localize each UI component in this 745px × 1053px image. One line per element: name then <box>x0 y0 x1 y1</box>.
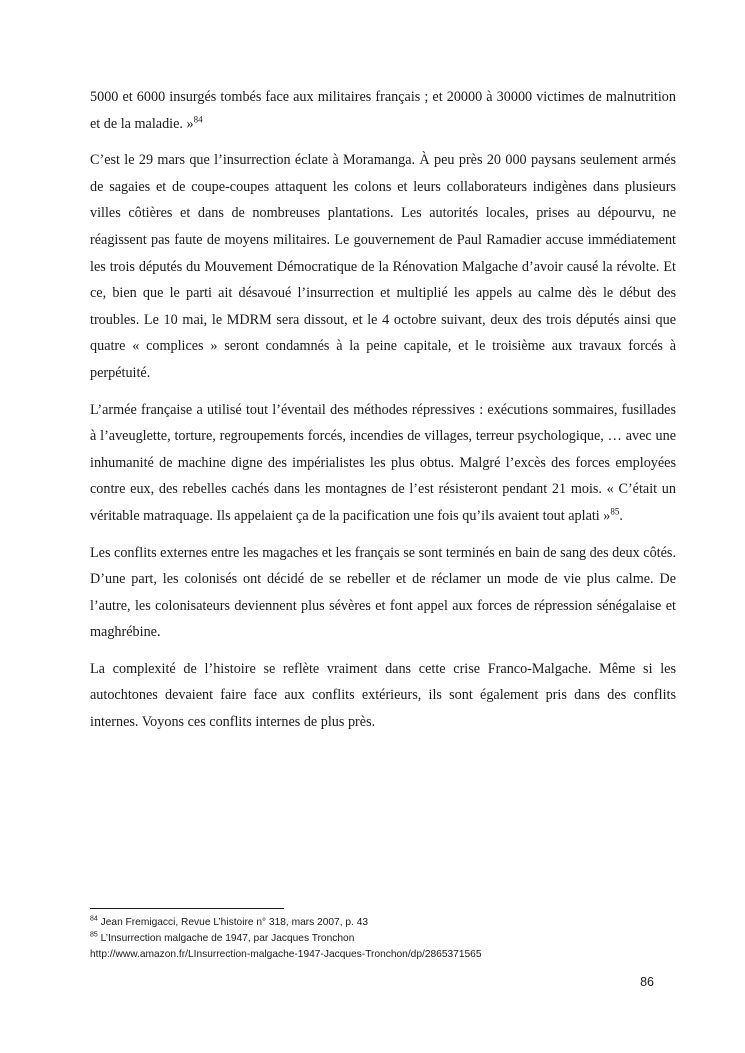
footnote-text: L’Insurrection malgache de 1947, par Jacques Tronchon <box>100 933 355 945</box>
footnote-reference[interactable]: 84 <box>193 113 203 124</box>
footnote-85 <box>90 931 680 947</box>
paragraph-text: 5000 et 6000 insurgés tombés face aux militaires français ; et 20000 à 30000 victimes de malnutrition et de la maladie. » <box>90 89 676 132</box>
footnote-85-url <box>90 947 680 963</box>
page-number: 86 <box>640 975 654 989</box>
paragraph-trailing-punctuation: . <box>619 507 623 524</box>
paragraph-text: C’est le 29 mars que l’insurrection éclate à Moramanga. À peu près 20 000 paysans seulement armés de sagaies et de coupe-coupes attaquent les colons et leurs collaborateurs indigènes dans plusieurs villes côtières et dans de nombreuses plantations. Les autorités locales, prises au dépourvu, ne réagissent pas faute de moyens militaires. Le gouvernement de Paul Ramadier accuse immédiatement les trois députés du Mouvement Démocratique de la Rénovation Malgache d’avoir causé la révolte. Et ce, bien que le parti ait désavoué l’insurrection et multiplié les appels au calme dès le début des troubles. Le 10 mai, le MDRM sera dissout, et le 4 octobre suivant, deux des trois députés ainsi que quatre « complices » seront condamnés à la peine capitale, et le troisième aux travaux forcés à perpétuité. <box>90 152 676 381</box>
footnote-84 <box>90 915 680 931</box>
footnotes <box>90 915 680 964</box>
paragraph-1 <box>90 84 676 137</box>
footnote-text: Jean Fremigacci, Revue L’histoire n° 318, mars 2007, p. 43 <box>100 917 369 928</box>
body-text <box>90 84 676 736</box>
paragraph-5 <box>90 656 676 736</box>
paragraph-4 <box>90 540 676 646</box>
footnote-number: 84 <box>90 915 98 923</box>
footnote-number: 85 <box>90 931 98 939</box>
paragraph-text: Les conflits externes entre les magaches et les français se sont terminés en bain de sang des deux côtés. D’une part, les colonisés ont décidé de se rebeller et de réclamer un mode de vie plus calme. De l’autre, les colonisateurs deviennent plus sévères et font appel aux forces de répression sénégalaise et maghrébine. <box>90 544 676 641</box>
footnote-reference[interactable]: 85 <box>610 506 620 517</box>
paragraph-text: La complexité de l’histoire se reflète vraiment dans cette crise Franco-Malgache. Même si les autochtones devaient faire face aux conflits extérieurs, ils sont également pris dans des conflits internes. Voyons ces conflits internes de plus près. <box>90 660 676 731</box>
paragraph-3 <box>90 397 676 530</box>
paragraph-2 <box>90 147 676 386</box>
footnote-link[interactable]: http://www.amazon.fr/LInsurrection-malgache-1947-Jacques-Tronchon/dp/2865371565 <box>90 949 482 961</box>
footnote-divider <box>90 908 284 909</box>
paragraph-text: L’armée française a utilisé tout l’éventail des méthodes répressives : exécutions sommaires, fusillades à l’aveuglette, torture, regroupements forcés, incendies de villages, terreur psychologique, … avec une inhumanité de machine digne des impérialistes les plus obtus. Malgré l’excès des forces employées contre eux, des rebelles cachés dans les montagnes de l’est résisteront pendant 21 mois. « C’était un véritable matraquage. Ils appelaient ça de la pacification une fois qu’ils avaient tout aplati » <box>90 401 676 524</box>
